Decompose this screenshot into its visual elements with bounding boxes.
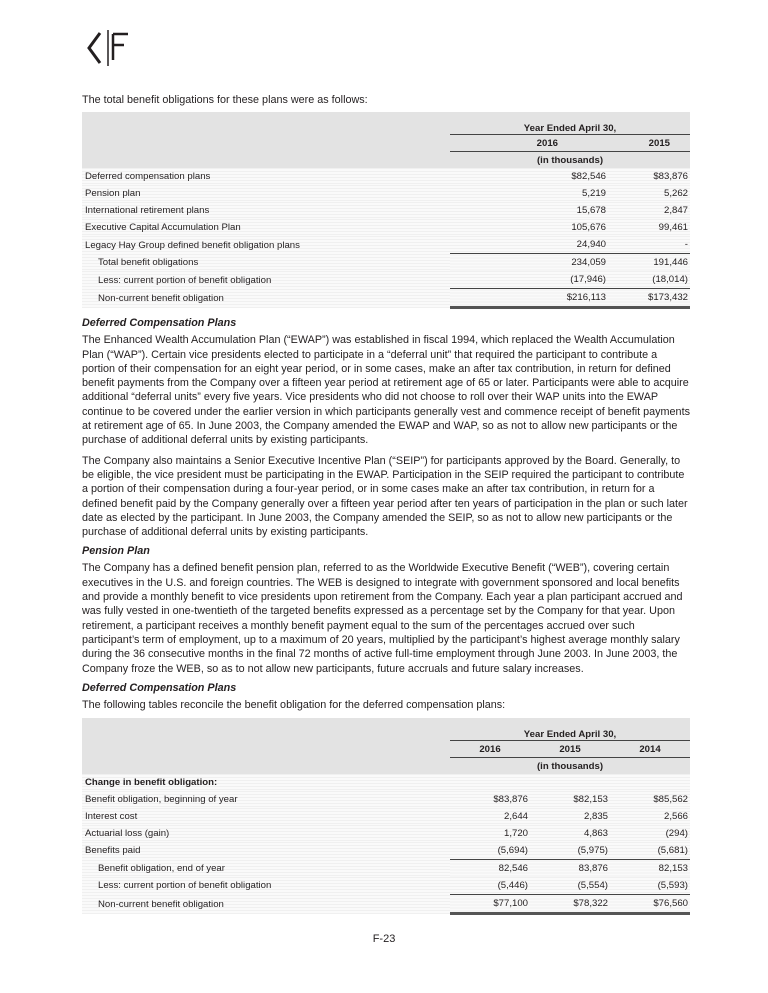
row-label: International retirement plans	[82, 202, 450, 219]
cell-value: 24,940	[450, 236, 608, 254]
col-2014: 2014	[610, 741, 690, 758]
cell-value: 83,876	[530, 860, 610, 878]
paragraph: The Enhanced Wealth Accumulation Plan (“EWAP”) was established in fiscal 1994, which replaced the Wealth Accumulation Plan (“WAP”). Certain vice presidents elected to participate in a “deferral unit” that required the participant to contribute a portion of their compensation for an eight year period, or in some cases, make an after tax contribution, in return for defined benefit payments from the Company over a fifteen year period at retirement age of 65 or later. Participants were able to acquire additional “deferral units” every five years. Vice presidents who did not choose to roll over their WAP units into the EWAP continue to be covered under the earlier version in which participants generally vest and commence receipt of benefit payments at retirement age of 65. In June 2003, the Company amended the EWAP and WAP, so as not to allow new participants or the purchase of additional deferral units by existing participants.	[82, 334, 690, 447]
cell-value: (5,975)	[530, 842, 610, 860]
total-benefit-obligations-table	[82, 112, 690, 309]
cell-value: $216,113	[450, 289, 608, 308]
section-label: Change in benefit obligation:	[82, 774, 690, 791]
table-row	[82, 202, 690, 219]
cell-value: 4,863	[530, 825, 610, 842]
cell-value: -	[608, 236, 690, 254]
table-row	[82, 860, 690, 878]
row-label: Less: current portion of benefit obligation	[82, 271, 450, 289]
cell-value: 5,262	[608, 185, 690, 202]
table-row	[82, 185, 690, 202]
cell-value: $173,432	[608, 289, 690, 308]
table-row	[82, 877, 690, 895]
table-row	[82, 825, 690, 842]
korn-ferry-logo	[86, 30, 136, 71]
cell-value: 1,720	[450, 825, 530, 842]
row-label: Less: current portion of benefit obligation	[82, 877, 450, 895]
table-row	[82, 236, 690, 254]
cell-value: $83,876	[608, 168, 690, 185]
page-number: F-23	[372, 933, 396, 945]
cell-value: 99,461	[608, 219, 690, 236]
row-label: Benefit obligation, end of year	[82, 860, 450, 878]
cell-value: (5,694)	[450, 842, 530, 860]
row-label: Pension plan	[82, 185, 450, 202]
table-row	[82, 219, 690, 236]
intro-text: The total benefit obligations for these plans were as follows:	[82, 94, 368, 106]
table-row	[82, 254, 690, 272]
section-title: Pension Plan	[82, 545, 150, 558]
table-header: Year Ended April 30,	[450, 718, 690, 741]
cell-value: $76,560	[610, 895, 690, 914]
cell-value: 191,446	[608, 254, 690, 272]
deferred-compensation-table	[82, 718, 690, 915]
cell-value: $85,562	[610, 791, 690, 808]
col-2016: 2016	[450, 741, 530, 758]
table-header: Year Ended April 30,	[450, 112, 690, 135]
paragraph: The Company has a defined benefit pension plan, referred to as the Worldwide Executive Benefit (“WEB”), covering certain executives in the U.S. and foreign countries. The WEB is designed to integrate with government sponsored and local benefits and provide a monthly benefit to vice presidents upon retirement from the Company. Each year a plan participant accrued and was fully vested in one-twentieth of the targeted benefits expressed as a percentage set by the Company for that year. Upon retirement, a participant receives a monthly benefit payment equal to the sum of the percentages accrued over such participant’s term of employment, up to a maximum of 20 years, multiplied by the participant’s highest average monthly salary during the 36 consecutive months in the final 72 months of active full-time employment through June 2003. In June 2003, the Company froze the WEB, so as to not allow new participants, future accruals and future salary increases.	[82, 562, 683, 675]
cell-value: (5,554)	[530, 877, 610, 895]
table-row	[82, 168, 690, 185]
cell-value: 2,835	[530, 808, 610, 825]
cell-value: $83,876	[450, 791, 530, 808]
row-label: Benefit obligation, beginning of year	[82, 791, 450, 808]
table-row	[82, 271, 690, 289]
row-label: Non-current benefit obligation	[82, 895, 450, 914]
cell-value: 2,644	[450, 808, 530, 825]
cell-value: 82,546	[450, 860, 530, 878]
cell-value: 82,153	[610, 860, 690, 878]
table-row	[82, 842, 690, 860]
cell-value: 105,676	[450, 219, 608, 236]
cell-value: 234,059	[450, 254, 608, 272]
table-row	[82, 289, 690, 308]
cell-value: (17,946)	[450, 271, 608, 289]
section-title: Deferred Compensation Plans	[82, 317, 237, 330]
cell-value: (18,014)	[608, 271, 690, 289]
col-2015: 2015	[608, 135, 690, 152]
cell-value: 5,219	[450, 185, 608, 202]
cell-value: $82,153	[530, 791, 610, 808]
cell-value: 2,847	[608, 202, 690, 219]
row-label: Interest cost	[82, 808, 450, 825]
col-2015: 2015	[530, 741, 610, 758]
cell-value: 15,678	[450, 202, 608, 219]
cell-value: (5,681)	[610, 842, 690, 860]
table-row	[82, 808, 690, 825]
cell-value: $78,322	[530, 895, 610, 914]
units-label: (in thousands)	[536, 154, 604, 166]
row-label: Total benefit obligations	[82, 254, 450, 272]
cell-value: 2,566	[610, 808, 690, 825]
row-label: Non-current benefit obligation	[82, 289, 450, 308]
cell-value: (5,446)	[450, 877, 530, 895]
row-label: Actuarial loss (gain)	[82, 825, 450, 842]
cell-value: $77,100	[450, 895, 530, 914]
table-row	[82, 895, 690, 914]
paragraph: The Company also maintains a Senior Executive Incentive Plan (“SEIP”) for participants approved by the Board. Generally, to be eligible, the vice president must be participating in the EWAP. Participation in the SEIP required the participant to contribute a portion of their compensation during a four-year period, or in some cases make an after tax contribution, in return for a defined benefit paid by the Company generally over a fifteen year period after ten years of participation in the plan or such later date as elected by the participant. In June 2003, the Company amended the SEIP, so as not to allow new participants or the purchase of additional deferral units by existing participants.	[82, 454, 688, 539]
cell-value: $82,546	[450, 168, 608, 185]
paragraph: The following tables reconcile the benefit obligation for the deferred compensation plans:	[82, 698, 506, 711]
row-label: Deferred compensation plans	[82, 168, 450, 185]
section-title: Deferred Compensation Plans	[82, 681, 237, 694]
cell-value: (5,593)	[610, 877, 690, 895]
units-label: (in thousands)	[536, 760, 604, 772]
cell-value: (294)	[610, 825, 690, 842]
row-label: Executive Capital Accumulation Plan	[82, 219, 450, 236]
table-row	[82, 791, 690, 808]
row-label: Benefits paid	[82, 842, 450, 860]
col-2016: 2016	[450, 135, 608, 152]
row-label: Legacy Hay Group defined benefit obligation plans	[82, 236, 450, 254]
